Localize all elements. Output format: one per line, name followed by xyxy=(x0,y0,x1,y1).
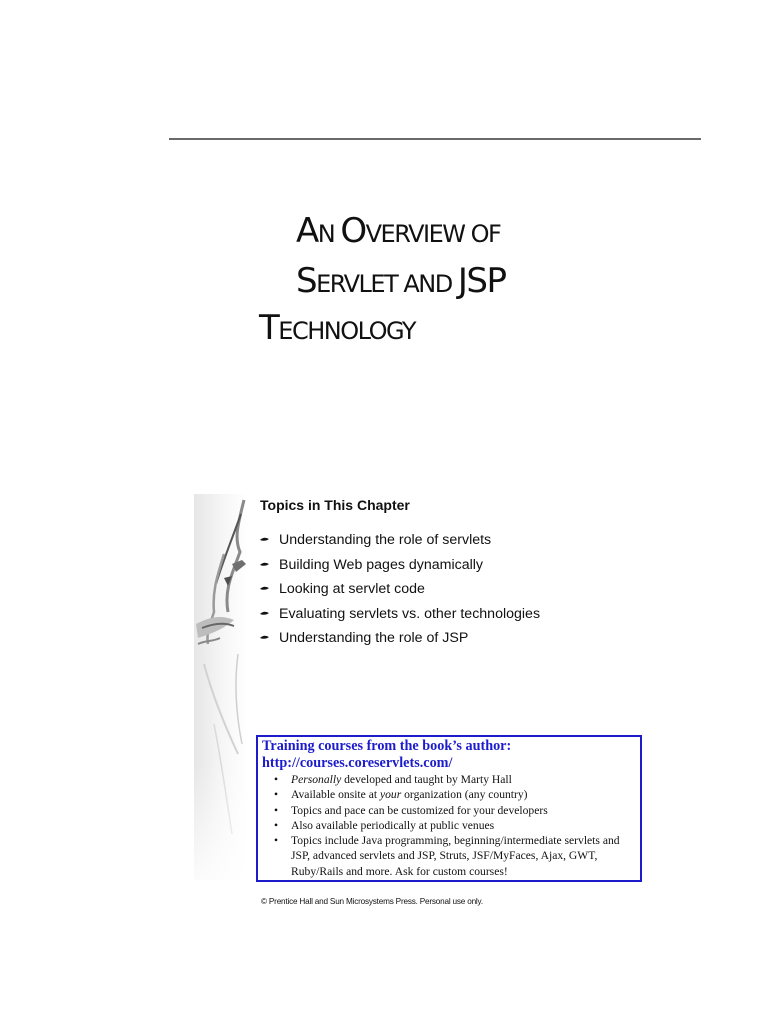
title-rest: N xyxy=(317,220,341,248)
bullet-icon xyxy=(260,633,269,642)
training-emphasis: your xyxy=(379,788,402,802)
topics-list-item xyxy=(260,604,540,629)
bullet-icon xyxy=(260,609,269,618)
training-list-item xyxy=(273,833,640,879)
topic-text: Understanding the role of servlets xyxy=(279,532,492,548)
title-cap: JSP xyxy=(457,261,506,301)
title-cap: S xyxy=(296,261,317,301)
topics-list-item xyxy=(260,530,540,555)
topic-text: Understanding the role of JSP xyxy=(279,630,469,646)
bullet-icon xyxy=(260,535,269,544)
title-rest: VERVIEW OF xyxy=(365,220,501,248)
training-link[interactable]: http://courses.coreservlets.com/ xyxy=(262,755,453,771)
topics-list-item xyxy=(260,628,540,653)
bullet-icon: • xyxy=(274,803,279,817)
bullet-icon xyxy=(260,584,269,593)
bullet-icon: • xyxy=(274,834,279,848)
topics-list-item xyxy=(260,579,540,604)
topics-list xyxy=(260,530,540,653)
header-rule xyxy=(169,138,701,140)
training-list-item xyxy=(273,772,640,787)
bullet-icon: • xyxy=(274,788,279,802)
bullet-icon: • xyxy=(274,773,279,786)
training-list-item xyxy=(273,803,640,818)
training-text: organization (any country) xyxy=(401,788,528,802)
training-heading-line: Training courses from the book’s author: xyxy=(262,738,512,754)
bullet-icon xyxy=(260,560,269,569)
title-line-3 xyxy=(259,308,415,348)
training-emphasis: Personally xyxy=(291,773,342,786)
topics-heading: Topics in This Chapter xyxy=(260,497,410,513)
topic-text: Evaluating servlets vs. other technologies xyxy=(279,605,541,622)
title-rest: ERVLET AND xyxy=(316,270,458,298)
title-cap: A xyxy=(296,211,318,251)
topic-text: Looking at servlet code xyxy=(279,581,425,597)
training-text: Topics and pace can be customized for your developers xyxy=(291,803,548,817)
marble-decoration-image xyxy=(194,494,247,880)
topics-list-item xyxy=(260,555,540,580)
training-text: Available onsite at xyxy=(291,788,380,802)
training-list xyxy=(273,772,640,879)
training-box xyxy=(256,735,642,882)
training-list-item xyxy=(273,818,640,833)
training-heading xyxy=(262,738,511,772)
title-cap: O xyxy=(340,211,366,251)
training-text: Topics include Java programming, beginning/intermediate servlets and JSP, advanced servlets and JSP, Struts, JSF/MyFaces, Ajax, GWT, Ruby/Rails and more. Ask for custom courses! xyxy=(291,834,620,878)
topic-text: Building Web pages dynamically xyxy=(279,556,483,573)
training-text: developed and taught by Marty Hall xyxy=(341,773,512,786)
bullet-icon: • xyxy=(274,818,279,832)
training-text: Also available periodically at public venues xyxy=(291,818,495,832)
training-list-item xyxy=(273,787,640,802)
title-cap: T xyxy=(259,308,279,348)
title-line-2 xyxy=(296,261,505,301)
title-line-1 xyxy=(296,211,500,251)
copyright-notice: © Prentice Hall and Sun Microsystems Press. Personal use only. xyxy=(261,897,483,906)
title-rest: ECHNOLOGY xyxy=(278,317,416,345)
